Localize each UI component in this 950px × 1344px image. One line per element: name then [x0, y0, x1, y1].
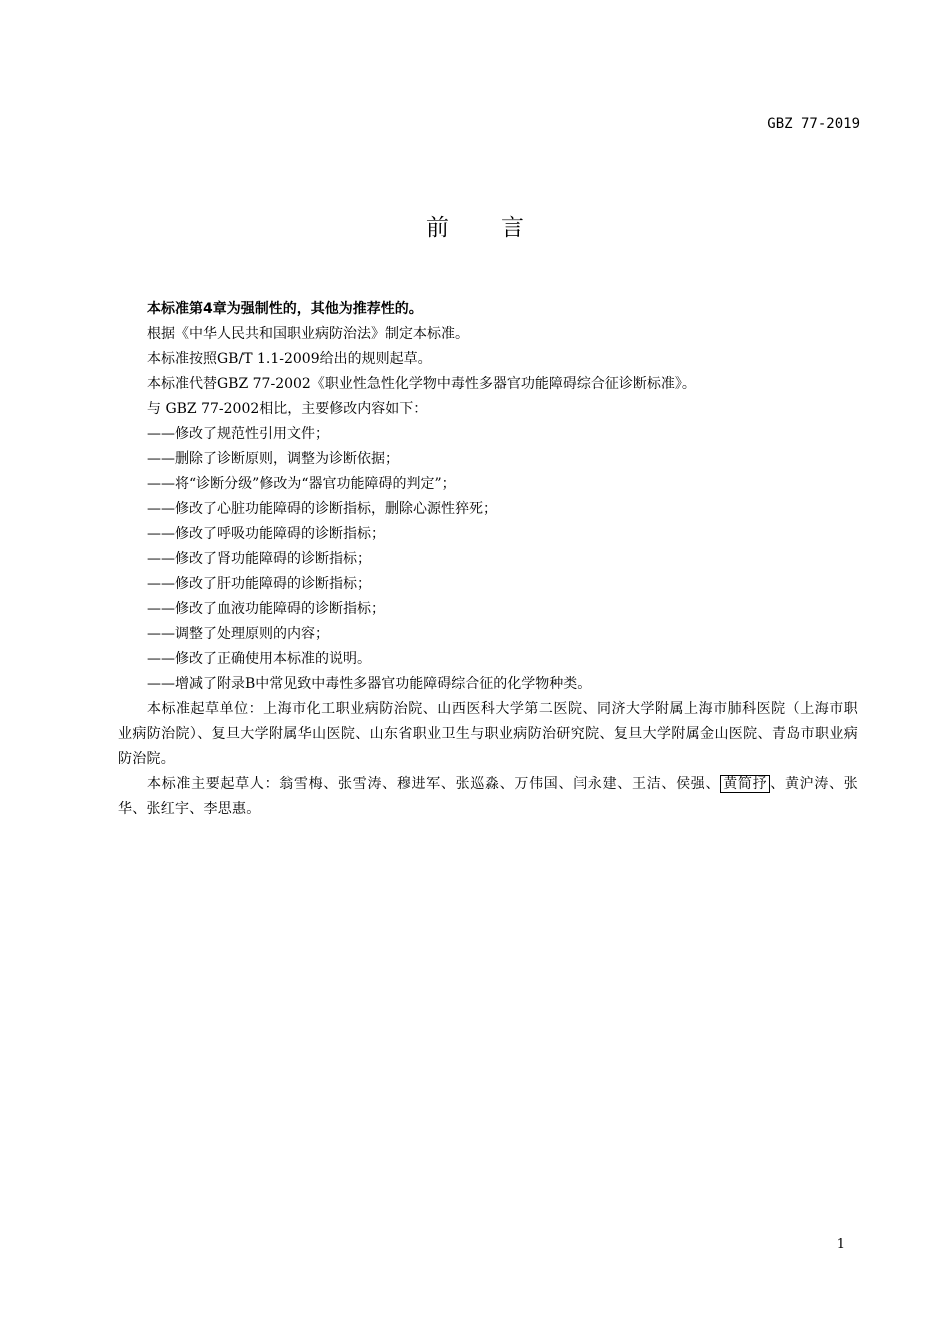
change-item: ——增减了附录B中常见致中毒性多器官功能障碍综合征的化学物种类。 — [147, 676, 592, 692]
page-title: 前言 — [426, 215, 576, 241]
mandatory-statement: 本标准第4章为强制性的，其他为推荐性的。 — [147, 301, 423, 317]
change-item: ——修改了血液功能障碍的诊断指标； — [147, 601, 385, 617]
drafting-rules: 本标准按照GB/T 1.1-2009给出的规则起草。 — [147, 351, 432, 367]
change-item: ——将“诊断分级”修改为“器官功能障碍的判定”； — [147, 476, 456, 492]
drafters-prefix: 本标准主要起草人：翁雪梅、张雪涛、穆进军、张巡淼、万伟国、闫永建、王洁、侯强、 — [147, 776, 721, 792]
document-body — [118, 297, 858, 822]
standard-code: GBZ 77-2019 — [767, 116, 860, 132]
highlighted-drafter-name: 黄简抒 — [720, 775, 770, 793]
change-item: ——修改了肝功能障碍的诊断指标； — [147, 576, 371, 592]
change-item: ——删除了诊断原则，调整为诊断依据； — [147, 451, 399, 467]
page-number: 1 — [836, 1237, 845, 1252]
main-drafters — [118, 772, 858, 822]
change-item: ——修改了规范性引用文件； — [147, 426, 329, 442]
drafting-units: 本标准起草单位：上海市化工职业病防治院、山西医科大学第二医院、同济大学附属上海市肺科医院（上海市职业病防治院）、复旦大学附属华山医院、山东省职业卫生与职业病防治研究院、复旦大学附属金山医院、青岛市职业病防治院。 — [118, 701, 858, 767]
legal-basis: 根据《中华人民共和国职业病防治法》制定本标准。 — [147, 326, 469, 342]
changes-intro: 与 GBZ 77-2002相比，主要修改内容如下： — [147, 401, 428, 417]
change-item: ——修改了心脏功能障碍的诊断指标，删除心源性猝死； — [147, 501, 497, 517]
change-item: ——修改了肾功能障碍的诊断指标； — [147, 551, 371, 567]
drafters-suffix: 、黄沪涛、张华、张红宇、李思惠。 — [118, 776, 859, 817]
change-item: ——修改了呼吸功能障碍的诊断指标； — [147, 526, 385, 542]
change-item: ——调整了处理原则的内容； — [147, 626, 329, 642]
change-item: ——修改了正确使用本标准的说明。 — [147, 651, 371, 667]
replacement-statement: 本标准代替GBZ 77-2002《职业性急性化学物中毒性多器官功能障碍综合征诊断标准》。 — [147, 376, 696, 392]
